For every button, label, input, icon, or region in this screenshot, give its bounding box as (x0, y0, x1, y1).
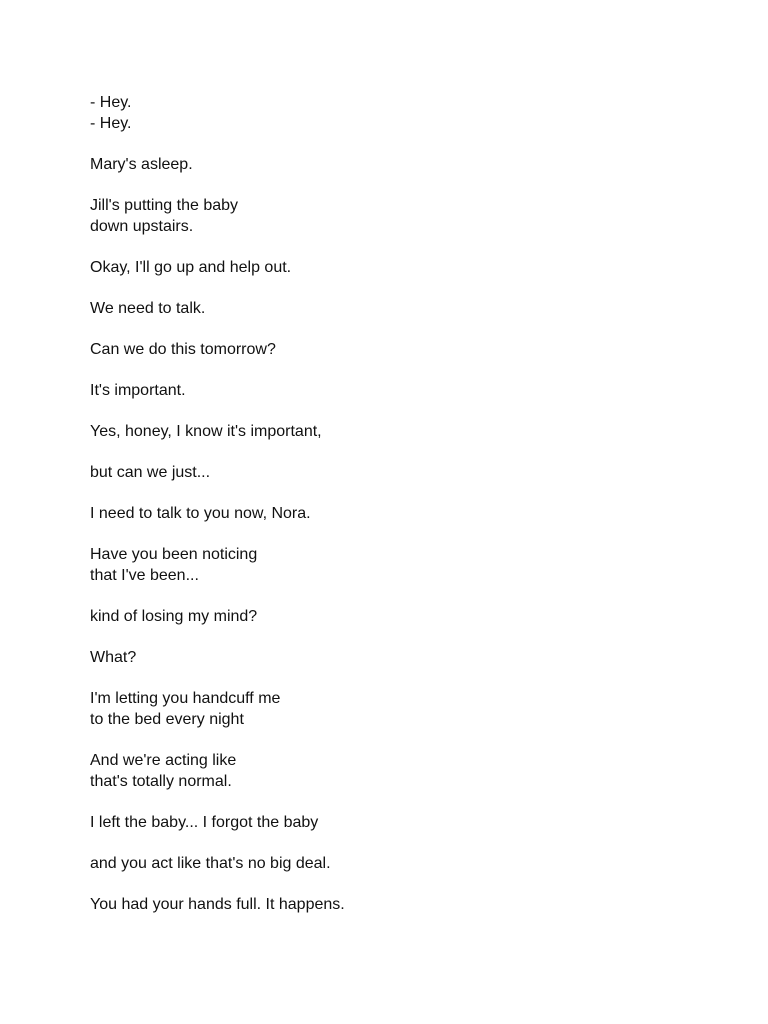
dialogue-line: kind of losing my mind? (90, 608, 258, 625)
dialogue-block (90, 606, 710, 627)
dialogue-line: and you act like that's no big deal. (90, 855, 331, 872)
dialogue-block (90, 92, 710, 134)
dialogue-line: We need to talk. (90, 300, 206, 317)
dialogue-block (90, 647, 710, 668)
dialogue-block (90, 750, 710, 792)
dialogue-line: And we're acting like (90, 752, 237, 769)
dialogue-block (90, 544, 710, 586)
dialogue-line: Mary's asleep. (90, 156, 193, 173)
dialogue-line: Can we do this tomorrow? (90, 341, 276, 358)
dialogue-block (90, 154, 710, 175)
dialogue-block (90, 503, 710, 524)
dialogue-line: to the bed every night (90, 711, 244, 728)
dialogue-line: Jill's putting the baby (90, 197, 239, 214)
dialogue-block (90, 462, 710, 483)
dialogue-line: that's totally normal. (90, 773, 232, 790)
transcript-page (90, 92, 710, 935)
dialogue-block (90, 257, 710, 278)
dialogue-line: down upstairs. (90, 218, 194, 235)
dialogue-line: I left the baby... I forgot the baby (90, 814, 319, 831)
dialogue-line: It's important. (90, 382, 186, 399)
dialogue-line: I need to talk to you now, Nora. (90, 505, 311, 522)
dialogue-block (90, 688, 710, 730)
dialogue-line: You had your hands full. It happens. (90, 896, 345, 913)
dialogue-line: - Hey. (90, 115, 132, 132)
dialogue-block (90, 853, 710, 874)
dialogue-block (90, 339, 710, 360)
dialogue-block (90, 298, 710, 319)
dialogue-line: I'm letting you handcuff me (90, 690, 281, 707)
dialogue-block (90, 380, 710, 401)
dialogue-line: What? (90, 649, 137, 666)
dialogue-line: Yes, honey, I know it's important, (90, 423, 322, 440)
dialogue-block (90, 812, 710, 833)
dialogue-line: Okay, I'll go up and help out. (90, 259, 292, 276)
dialogue-line: but can we just... (90, 464, 211, 481)
dialogue-block (90, 894, 710, 915)
dialogue-block (90, 195, 710, 237)
dialogue-line: - Hey. (90, 94, 132, 111)
dialogue-line: Have you been noticing (90, 546, 258, 563)
dialogue-line: that I've been... (90, 567, 199, 584)
dialogue-block (90, 421, 710, 442)
